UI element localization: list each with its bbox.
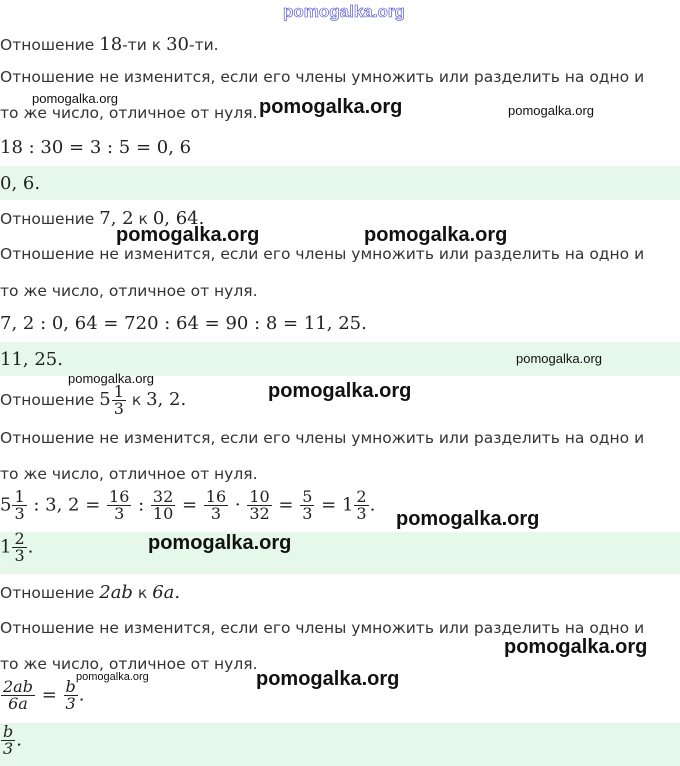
watermark-12: pomogalka.org — [76, 671, 149, 683]
watermark-4: pomogalka.org — [116, 224, 260, 246]
task4-rule-cont: то же число, отличное от нуля. — [0, 655, 258, 673]
task4-rule: Отношение не изменится, если его члены умножить или разделить на одно и — [0, 619, 645, 637]
watermark-3: pomogalka.org — [508, 103, 594, 118]
task1-answer: 0, 6. — [0, 173, 41, 194]
task4-intro: Отношение 2ab к 6a. — [0, 582, 181, 603]
watermark-7: pomogalka.org — [68, 371, 154, 386]
task3-intro: Отношение 5 $\frac{1}{3}$ к 3, 2. — [0, 382, 187, 418]
task1-rule: Отношение не изменится, если его члены умножить или разделить на одно и — [0, 68, 645, 86]
watermark-11: pomogalka.org — [504, 636, 648, 658]
watermark-2: pomogalka.org — [259, 96, 403, 118]
task1-rule-cont: то же число, отличное от нуля. — [0, 104, 258, 122]
task2-intro: Отношение 7, 2 к 0, 64. — [0, 208, 205, 229]
answer-band-4 — [0, 723, 680, 766]
answer-band-1 — [0, 166, 680, 200]
task3-answer: 1 $\frac{2}{3}$ . — [0, 529, 34, 565]
task2-rule-cont: то же число, отличное от нуля. — [0, 282, 258, 300]
watermark-9: pomogalka.org — [396, 508, 540, 530]
task3-rule-cont: то же число, отличное от нуля. — [0, 465, 258, 483]
watermark-8: pomogalka.org — [268, 380, 412, 402]
task2-calculation: 7, 2 : 0, 64 = 720 : 64 = 90 : 8 = 11, 25. — [0, 313, 367, 334]
task1-intro: Отношение 18-ти к 30-ти. — [0, 34, 219, 55]
watermark-1: pomogalka.org — [32, 91, 118, 106]
answer-band-3 — [0, 529, 680, 574]
task4-calculation: $\frac{2ab}{6a}$ = $\frac{b}{3}$ . — [3, 677, 85, 713]
watermark-6: pomogalka.org — [516, 351, 602, 366]
task1-calculation: 18 : 30 = 3 : 5 = 0, 6 — [0, 137, 192, 158]
task2-answer: 11, 25. — [0, 349, 63, 370]
watermark-13: pomogalka.org — [256, 668, 400, 690]
watermark-10: pomogalka.org — [148, 532, 292, 554]
watermark-5: pomogalka.org — [364, 224, 508, 246]
site-header-logo[interactable]: pomogalka.org — [283, 2, 405, 21]
task3-calculation: 5 $\frac{1}{3}$ : 3, 2 = $\frac{16}{3}$ : $\frac{32}{10}$ = $\frac{16}{3}$ · $\frac{10}{32}$ = $\frac{5}{3}$ = 1 $\frac{2}{3}$ . — [0, 487, 376, 523]
task4-answer: $\frac{b}{3}$ . — [3, 722, 22, 758]
task3-rule: Отношение не изменится, если его члены умножить или разделить на одно и — [0, 429, 645, 447]
task2-rule: Отношение не изменится, если его члены умножить или разделить на одно и — [0, 245, 645, 263]
